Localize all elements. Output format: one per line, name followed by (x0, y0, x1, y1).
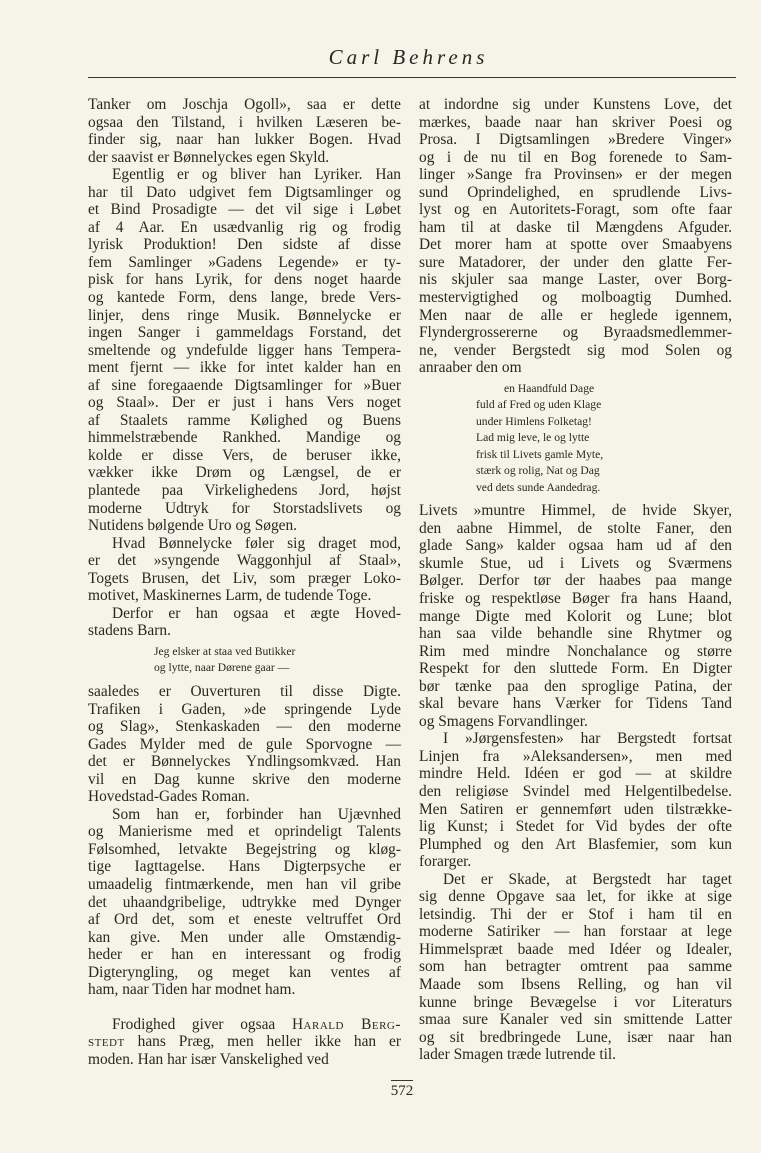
text-line: sig denne Opgave saa let, for ikke at sige (419, 888, 732, 906)
text-line: kolde er disse Vers, de beruser ikke, (88, 446, 401, 464)
text-line: skumle Stue, ud i Livets og Sværmens (419, 554, 732, 572)
text-line: glade Sang» kalder ogsaa ham ud af den (419, 537, 732, 555)
verse-line: Lad mig leve, le og lytte (476, 431, 590, 445)
verse-line: og lytte, naar Dørene gaar — (154, 661, 290, 675)
text-line: fem Samlinger »Gadens Legende» er ty- (88, 253, 401, 271)
text-line: linger »Sange fra Provinsen» er der megen (419, 166, 732, 184)
paragraph (88, 605, 401, 640)
verse-quote (88, 644, 401, 677)
verse-line: frisk til Livets gamle Myte, (476, 447, 604, 461)
text-line: I »Jørgensfesten» har Bergstedt fortsat (443, 730, 732, 748)
text-line: kunne bringe Bevægelse i vor Literaturs (419, 993, 732, 1011)
text-line: Prosa. I Digtsamlingen »Bredere Vinger» (419, 131, 732, 149)
text-line: Rim med mindre Nonchalance og større (419, 642, 732, 660)
text-line: pisk for hans Lyrik, for dens noget haarde (88, 271, 401, 289)
text-line: Som han er, forbinder han Ujævnhed (112, 805, 401, 823)
text-segment: hans Præg, men heller ikke han er (124, 1033, 401, 1051)
text-line: heder er han en interessant og frodig (88, 946, 401, 964)
text-line: er det »syngende Waggonhjul af Staal», (88, 552, 401, 570)
text-line: ne, vender Bergstedt sig mod Solen og (419, 341, 732, 359)
text-line: at indordne sig under Kunstens Love, det (419, 96, 732, 113)
text-line: et Bind Prosadigte — det vil sige i Løbet (88, 201, 401, 219)
text-line: forarger. (419, 853, 472, 871)
author-name-small-caps: Harald Berg- (291, 1015, 401, 1033)
text-line: Nutidens bølgende Uro og Søgen. (88, 517, 298, 535)
text-line: kan give. Men under alle Omstændig- (88, 928, 401, 946)
verse-line: fuld af Fred og uden Klage (476, 398, 602, 412)
verse-line: stærk og rolig, Nat og Dag (476, 464, 600, 478)
text-line: af 4 Aar. En usædvanlig rig og frodig (88, 218, 401, 236)
text-line: som han betragter omtrent paa samme (419, 958, 732, 976)
text-line: ingen Sanger i gammeldags Forstand, det (88, 324, 401, 342)
text-line: Men Satiren er gennemført uden tilstrække- (419, 800, 732, 818)
page-number: 572 (390, 1083, 414, 1099)
text-line: sure Matadorer, der under den glatte Fer- (419, 253, 732, 271)
text-line: Trafiken i Gaden, »de springende Lyde (88, 700, 401, 718)
text-line: tige Iagttagelse. Hans Digterpsyche er (88, 858, 401, 876)
text-line: ment fjernt — ikke for intet kalder han en (88, 359, 401, 377)
text-line: og Staal». Der er just i hans Vers noget (88, 394, 401, 412)
paragraph (419, 730, 732, 870)
text-line: motivet, Maskinernes Larm, de tudende Toge. (88, 587, 372, 605)
text-line: og Smagens Forvandlinger. (419, 712, 588, 730)
left-column (88, 96, 401, 1068)
header-rule (88, 77, 736, 78)
text-line: smeltende og yndefulde ligger hans Tempera- (88, 341, 401, 359)
text-line: Flyndergrossererne og Byraadsmedlemmer- (419, 324, 732, 342)
text-line: moderne Udtryk for Storstadslivets og (88, 499, 401, 517)
text-line: Himmelspræt baade med Idéer og Idealer, (419, 940, 732, 958)
text-line: lig Kunst; i Stedet for Vid bydes der ofte (419, 818, 732, 836)
text-line: ham, naar Tiden har modnet ham. (88, 981, 296, 999)
text-line: og Slag», Stenkaskaden — den moderne (88, 718, 401, 736)
text-line: Det er Skade, at Bergstedt har taget (443, 870, 732, 888)
text-line: Bølger. Derfor tør der haabes paa mange (419, 572, 732, 590)
verse-line: under Himlens Folketag! (476, 414, 592, 428)
text-line: han saa vilde behandle sine Rhytmer og (419, 625, 732, 643)
text-line: sund Oprindelighed, en sprudlende Livs- (419, 183, 732, 201)
text-line: og i de nu til en Bog forenede to Sam- (419, 148, 732, 166)
text-line: Livets »muntre Himmel, de hvide Skyer, (419, 502, 732, 520)
text-line: lyrisk Produktion! Den sidste af disse (88, 236, 401, 254)
text-line: af Ord det, som et eneste veltruffet Ord (88, 911, 401, 929)
text-line: smaa sure Kanaler ved sin smittende Latter (419, 1011, 732, 1029)
text-line: finder sig, naar han lukker Bogen. Hvad (88, 131, 401, 149)
running-title: Carl Behrens (328, 45, 489, 69)
paragraph (419, 96, 732, 377)
paragraph (88, 806, 401, 999)
text-line: Digteryngling, og meget kan ventes af (88, 963, 401, 981)
text-line: Gades Mylder med de gule Sporvogne — (88, 735, 401, 753)
text-line: anraaber den om (419, 359, 522, 377)
text-line: saaledes er Ouverturen til disse Digte. (88, 682, 401, 700)
text-line: letsindig. Thi der er Stof i ham til en (419, 905, 732, 923)
text-line: har til Dato udgivet fem Digtsamlinger og (88, 183, 401, 201)
text-line: stadens Barn. (88, 622, 171, 640)
text-line: af Staalets ramme Kølighed og Buens (88, 411, 401, 429)
text-line: og kantede Form, dens lange, brede Vers- (88, 289, 401, 307)
text-line: Derfor er han ogsaa et ægte Hoved- (112, 604, 401, 622)
text-line: skal bevare hans Værker for Tidens Tand (419, 695, 732, 713)
text-line: af sine foregaaende Digtsamlinger for »Buer (88, 376, 401, 394)
text-line: den aabne Himmel, de stolte Faner, den (419, 519, 732, 537)
text-line: mindre Held. Idéen er god — at skildre (419, 765, 732, 783)
text-line: umaadelig fintmærkende, men han vil gribe (88, 875, 401, 893)
paragraph (88, 535, 401, 605)
text-line: mange Digte med Kolorit og Lune; blot (419, 607, 732, 625)
text-line: Plumphed og den Art Blasfemier, som kun (419, 835, 732, 853)
author-name-small-caps: stedt (88, 1033, 125, 1051)
text-line: mestervigtighed og molboagtig Dumhed. (419, 289, 732, 307)
text-line: lyst og en Autoritets-Foragt, som ofte faar (419, 201, 732, 219)
text-line: og Manierisme med et oprindeligt Talents (88, 823, 401, 841)
text-line: Linjen fra »Aleksandersen», men med (419, 747, 732, 765)
text-line: friske og respektløse Bøger fra hans Haand, (419, 589, 732, 607)
text-line: Togets Brusen, det Liv, som præger Loko- (88, 569, 401, 587)
text-line: Respekt for den sluttede Form. En Digter (419, 660, 732, 678)
text-line: Tanker om Joschja Ogoll», saa er dette (88, 96, 401, 113)
text-line: bør tænke paa den sproglige Patina, der (419, 677, 732, 695)
text-line: Maade som Ibsens Relling, og han vil (419, 976, 732, 994)
page-number-rule (391, 1080, 413, 1081)
paragraph (419, 502, 732, 730)
text-line: ham til at daske til Mængdens Afguder. (419, 218, 732, 236)
text-line: det uhaandgribelige, udtrykke med Dynger (88, 893, 401, 911)
paragraph (88, 683, 401, 806)
text-line: vækker ikke Drøm og Længsel, de er (88, 464, 401, 482)
text-line: Det morer ham at spotte over Smaabyens (419, 236, 732, 254)
text-line: der saavist er Bønnelyckes egen Skyld. (88, 148, 330, 166)
text-line: nis skjuler saa mange Laster, over Borg- (419, 271, 732, 289)
text-line: mærkes, baade naar han skriver Poesi og (419, 113, 732, 131)
right-column (419, 96, 732, 1064)
text-line: vil en Dag kunne skrive den moderne (88, 770, 401, 788)
text-line: den religiøse Svindel med Helgentilbedelse. (419, 783, 732, 800)
verse-line: en Haandfuld Dage (504, 381, 595, 395)
text-line: Følsomhed, letvakte Begejstring og kløg- (88, 840, 401, 858)
text-line: moderne Satiriker — han forstaar at lege (419, 923, 732, 941)
text-line: linjer, dens ringe Musik. Bønnelycke er (88, 306, 401, 324)
paragraph (88, 96, 401, 166)
text-line: Egentlig er og bliver han Lyriker. Han (112, 166, 401, 184)
text-line: himmelstræbende Rankhed. Mandige og (88, 429, 401, 447)
text-line: og sit bredbringede Lune, især naar han (419, 1028, 732, 1046)
text-line: lader Smagen træde lutrende til. (419, 1046, 617, 1064)
text-line: Hovedstad-Gades Roman. (88, 788, 250, 806)
verse-quote (419, 381, 732, 497)
text-line: moden. Han har især Vanskelighed ved (88, 1050, 329, 1068)
text-line: Men naar de alle er heglede igennem, (419, 306, 732, 324)
text-line: ogsaa den Tilstand, i hvilken Læseren be- (88, 113, 401, 131)
paragraph (419, 871, 732, 1064)
text-line: plantede paa Virkelighedens Jord, højst (88, 482, 401, 500)
verse-line: Jeg elsker at staa ved Butikker (154, 644, 296, 658)
verse-line: ved dets sunde Aandedrag. (476, 480, 601, 494)
text-segment: Frodighed giver ogsaa (112, 1015, 292, 1033)
text-line (88, 1033, 401, 1051)
text-line: det er Bønnelyckes Yndlingsomkvæd. Han (88, 753, 401, 771)
paragraph (88, 1016, 401, 1069)
text-line: Hvad Bønnelycke føler sig draget mod, (112, 534, 401, 552)
text-line (88, 1016, 401, 1034)
paragraph (88, 166, 401, 534)
